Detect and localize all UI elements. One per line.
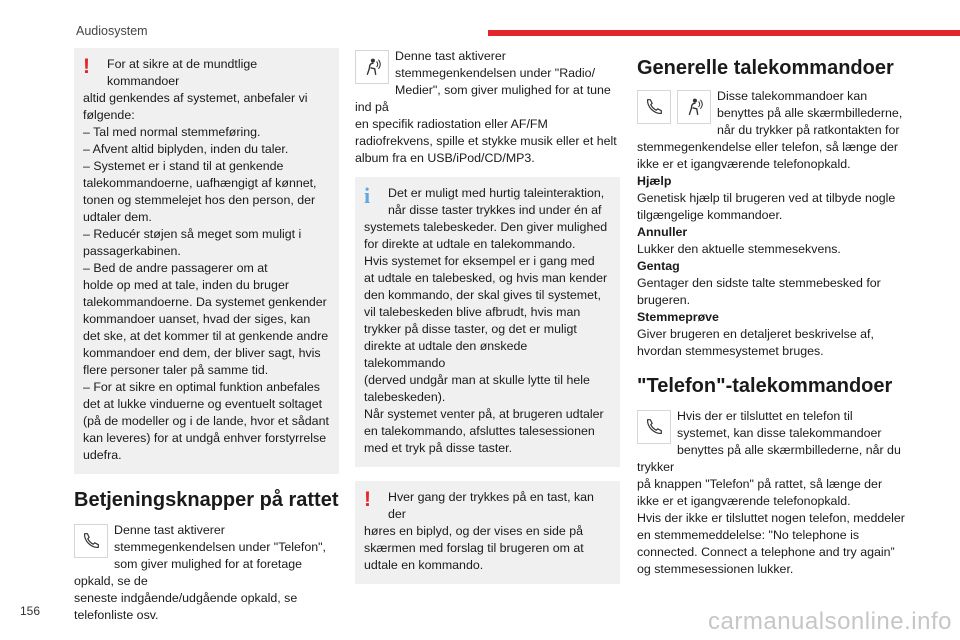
header-accent-bar [488, 30, 960, 36]
column-3 [637, 48, 907, 578]
command-list [637, 173, 907, 360]
text-line: udefra. [83, 448, 122, 462]
text-line: talekommandoerne, uafhængigt af kønnet, [83, 176, 317, 190]
text-line: Når systemet venter på, at brugeren udtaler [364, 407, 604, 421]
text-line: – Reducér støjen så meget som muligt i [83, 227, 302, 241]
text-line: benyttes på alle skærmbillederne, [717, 106, 903, 120]
warning-box-2-text [364, 489, 611, 574]
text-line: telefonliste osv. [74, 608, 159, 622]
text-line: systemet, kan disse talekommandoer [677, 426, 882, 440]
text-line: (derved undgår man at skulle lytte til hele [364, 373, 590, 387]
watermark: carmanualsonline.info [708, 608, 952, 635]
text-line: album fra en USB/iPod/CD/MP3. [355, 151, 535, 165]
text-line: Hvis der er tilsluttet en telefon til [677, 409, 853, 423]
text-line: – Bed de andre passagerer om at [83, 261, 268, 275]
command-name: Stemmeprøve [637, 310, 719, 324]
voice-button-text [355, 48, 620, 167]
text-line: benyttes på alle skærmbillederne, når du trykker [637, 443, 901, 474]
text-line: høres en biplyd, og der vises en side på [364, 524, 584, 538]
text-line: Disse talekommandoer kan [717, 89, 868, 103]
text-line: direkte at udtale den ønskede talekommando [364, 339, 528, 370]
text-line: Denne tast aktiverer [395, 49, 506, 63]
phone-icon [637, 410, 671, 444]
phone-icon [637, 90, 671, 124]
text-line: kommandoer uanset, hvad der siges, kan [83, 312, 311, 326]
page-number: 156 [20, 604, 41, 618]
text-line: på knappen "Telefon" på rattet, så længe der [637, 477, 883, 491]
text-line: talekommandoerne. Da systemet genkender [83, 295, 327, 309]
phone-button-paragraph [74, 522, 339, 624]
text-line: passagerkabinen. [83, 244, 181, 258]
text-line: med et tryk på disse taster. [364, 441, 513, 455]
command-item [637, 173, 907, 224]
command-description: Genetisk hjælp til brugeren ved at tilbyde nogle [637, 191, 896, 205]
text-line: ikke er et igangværende telefonopkald. [637, 494, 851, 508]
warning-exclamation-icon: ! [83, 55, 90, 78]
command-item [637, 224, 907, 258]
text-line: – Tal med normal stemmeføring. [83, 125, 261, 139]
text-line: ikke er et igangværende telefonopkald. [637, 157, 851, 171]
section-heading-phone-commands: "Telefon"-talekommandoer [637, 375, 893, 397]
column-1 [74, 48, 339, 624]
command-description: tilgængelige kommandoer. [637, 208, 783, 222]
section-heading-steering-controls: Betjeningsknapper på rattet [74, 489, 339, 511]
text-line: stemmegenkendelse eller telefon, så længe der [637, 140, 899, 154]
text-line: – Systemet er i stand til at genkende [83, 159, 284, 173]
text-line: radiofrekvens, spille et stykke musik eller et helt [355, 134, 617, 148]
command-name: Gentag [637, 259, 680, 273]
text-line: Hvis systemet for eksempel er i gang med [364, 254, 595, 268]
text-line: det at lukke vinduerne og eventuelt soltaget [83, 397, 323, 411]
text-line: udtaler dem. [83, 210, 152, 224]
text-line: skærmen med forslag til brugeren om at [364, 541, 584, 555]
text-line: holde op med at tale, inden du bruger [83, 278, 289, 292]
warning-exclamation-icon: ! [364, 488, 371, 511]
text-line: – For at sikre en optimal funktion anbefales [83, 380, 320, 394]
text-line: for direkte at udtale en talekommando. [364, 237, 576, 251]
general-commands-paragraph [637, 88, 907, 173]
text-line: stemmegenkendelsen under "Telefon", [114, 540, 326, 554]
text-line: connected. Connect a telephone and try again” [637, 545, 895, 559]
section-heading-general-commands: Generelle talekommandoer [637, 57, 894, 79]
text-line: en specifik radiostation eller AF/FM [355, 117, 548, 131]
text-line: at udtale en talebesked, og hvis man kender [364, 271, 608, 285]
text-line: den kommando, der skal gives til systemet, [364, 288, 601, 302]
column-2 [355, 48, 620, 584]
command-item [637, 309, 907, 360]
command-name: Hjælp [637, 174, 672, 188]
text-line: talebeskeden). [364, 390, 446, 404]
text-line: når du trykker på ratkontakten for [717, 123, 900, 137]
warning-box-1-text [83, 56, 330, 464]
command-description: brugeren. [637, 293, 691, 307]
warning-box-2 [355, 481, 620, 584]
text-line: når disse taster trykkes ind under én af [388, 203, 602, 217]
text-line: – Afvent altid biplyden, inden du taler. [83, 142, 289, 156]
phone-icon [74, 524, 108, 558]
command-description: Lukker den aktuelle stemmesekvens. [637, 242, 841, 256]
text-line: følgende: [83, 108, 135, 122]
text-line: systemets talebeskeder. Den giver mulighed [364, 220, 608, 234]
command-name: Annuller [637, 225, 688, 239]
text-line: Det er muligt med hurtig taleinteraktion, [388, 186, 605, 200]
text-line: og stemmesessionen lukker. [637, 562, 794, 576]
phone-commands-paragraph [637, 408, 907, 578]
text-line: seneste indgående/udgående opkald, se [74, 591, 298, 605]
command-description: Giver brugeren en detaljeret beskrivelse af, [637, 327, 874, 341]
text-line: vil talebeskeden blive afbrudt, hvis man [364, 305, 581, 319]
text-line: tonen og stemmelejet hos den person, der [83, 193, 316, 207]
text-line: For at sikre at de mundtlige kommandoer [107, 57, 258, 88]
text-line: udtale en kommando. [364, 558, 484, 572]
text-line: kommandoer end dem, der bliver sagt, hvis [83, 346, 321, 360]
command-description: hvordan stemmesystemet bruges. [637, 344, 824, 358]
text-line: det ske, at det kommer til at genkende andre [83, 329, 329, 343]
command-item [637, 258, 907, 309]
text-line: Medier", som giver mulighed for at tune ind på [355, 83, 611, 114]
info-icon: i [364, 183, 371, 208]
text-line: (på de modeller og i de lande, hvor et sådant [83, 414, 329, 428]
text-line: stemmegenkendelsen under "Radio/ [395, 66, 596, 80]
phone-commands-text [637, 408, 907, 578]
phone-button-text [74, 522, 339, 624]
command-description: Gentager den sidste talte stemmebesked for [637, 276, 881, 290]
text-line: kan leveres) for at undgå enhver forstyrrelse [83, 431, 327, 445]
text-line: Denne tast aktiverer [114, 523, 225, 537]
text-line: en stemmemeddelelse: "No telephone is [637, 528, 860, 542]
text-line: som giver mulighed for at foretage opkald, se de [74, 557, 303, 588]
text-line: Hver gang der trykkes på en tast, kan der [388, 490, 594, 521]
text-line: en talekommando, afsluttes talesessionen [364, 424, 595, 438]
text-line: flere personer taler på samme tid. [83, 363, 269, 377]
voice-command-icon [677, 90, 711, 124]
text-line: trykker på disse taster, og det er muligt [364, 322, 577, 336]
running-header-title: Audiosystem [76, 24, 148, 38]
warning-box-1 [74, 48, 339, 474]
info-box-text [364, 185, 611, 457]
text-line: Hvis der ikke er tilsluttet nogen telefon, meddeler [637, 511, 905, 525]
voice-command-icon [355, 50, 389, 84]
voice-button-paragraph [355, 48, 620, 167]
text-line: altid genkendes af systemet, anbefaler vi [83, 91, 308, 105]
info-box [355, 177, 620, 467]
